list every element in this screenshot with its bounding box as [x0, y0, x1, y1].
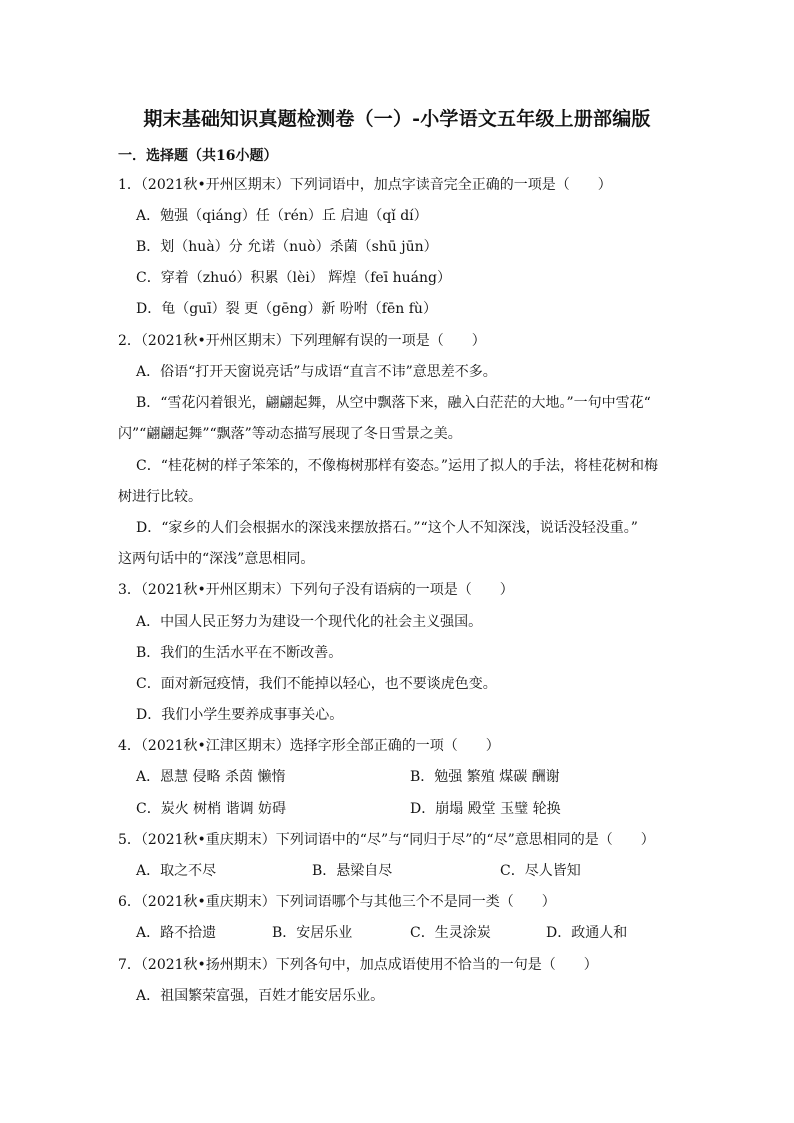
question-5: 5．（2021秋•重庆期末）下列词语中的“尽”与“同归于尽”的“尽”意思相同的是（ ） [118, 832, 655, 848]
section-heading: 一．选择题（共16小题） [118, 148, 278, 164]
option-line: D．“家乡的人们会根据水的深浅来摆放搭石。”“这个人不知深浅，说话没轻没重。” [136, 520, 638, 536]
option-line: C．尽人皆知 [500, 863, 581, 879]
option-line: A．取之不尽 [136, 863, 217, 879]
option-line: C．生灵涂炭 [410, 925, 491, 941]
question-2: 2．（2021秋•开州区期末）下列理解有误的一项是（ ） [118, 333, 486, 349]
option-line: B．勉强 繁殖 煤碳 酬谢 [410, 769, 560, 785]
option-line: D．崩塌 殿堂 玉璧 轮换 [410, 801, 561, 817]
option-line: A．勉强（qiáng）任（rén）丘 启迪（qǐ dí） [136, 208, 428, 224]
question-3: 3．（2021秋•开州区期末）下列句子没有语病的一项是（ ） [118, 582, 514, 598]
question-7: 7．（2021秋•扬州期末）下列各句中，加点成语使用不恰当的一句是（ ） [118, 957, 598, 973]
option-line: B．安居乐业 [272, 925, 353, 941]
option-continuation: 这两句话中的“深浅”意思相同。 [118, 551, 315, 567]
option-continuation: 闪”“翩翩起舞”“飘落”等动态描写展现了冬日雪景之美。 [118, 426, 462, 442]
option-line: C．“桂花树的样子笨笨的，不像梅树那样有姿态。”运用了拟人的手法，将桂花树和梅 [136, 458, 659, 474]
option-line: B．“雪花闪着银光，翩翩起舞，从空中飘落下来，融入白茫茫的大地。”一句中雪花“ [136, 395, 651, 411]
option-line: C．穿着（zhuó）积累（lèi） 辉煌（feī huáng） [136, 270, 451, 286]
option-line: A．中国人民正努力为建设一个现代化的社会主义强国。 [136, 614, 483, 630]
option-line: A．路不拾遗 [136, 925, 217, 941]
option-line: A．俗语“打开天窗说亮话”与成语“直言不讳”意思差不多。 [136, 364, 497, 380]
page-title: 期末基础知识真题检测卷（一）-小学语文五年级上册部编版 [143, 108, 651, 130]
option-line: D．政通人和 [546, 925, 628, 941]
question-6: 6．（2021秋•重庆期末）下列词语哪个与其他三个不是同一类（ ） [118, 894, 556, 910]
option-line: A．祖国繁荣富强，百姓才能安居乐业。 [136, 988, 385, 1004]
option-line: B．划（huà）分 允诺（nuò）杀菌（shū jūn） [136, 239, 438, 255]
option-continuation: 树进行比较。 [118, 489, 202, 505]
option-line: B．悬梁自尽 [312, 863, 393, 879]
question-1: 1．（2021秋•开州区期末）下列词语中，加点字读音完全正确的一项是（ ） [118, 177, 612, 193]
option-line: C．炭火 树梢 谐调 妨碍 [136, 801, 287, 817]
option-line: C．面对新冠疫情，我们不能掉以轻心，也不要谈虎色变。 [136, 676, 497, 692]
question-4: 4．（2021秋•江津区期末）选择字形全部正确的一项（ ） [118, 738, 500, 754]
option-line: A．恩慧 侵略 杀茵 懒惰 [136, 769, 286, 785]
option-line: D．我们小学生要养成事事关心。 [136, 707, 344, 723]
option-line: B．我们的生活水平在不断改善。 [136, 645, 343, 661]
option-line: D．龟（guī）裂 更（gēng）新 吩咐（fēn fù） [136, 301, 437, 317]
